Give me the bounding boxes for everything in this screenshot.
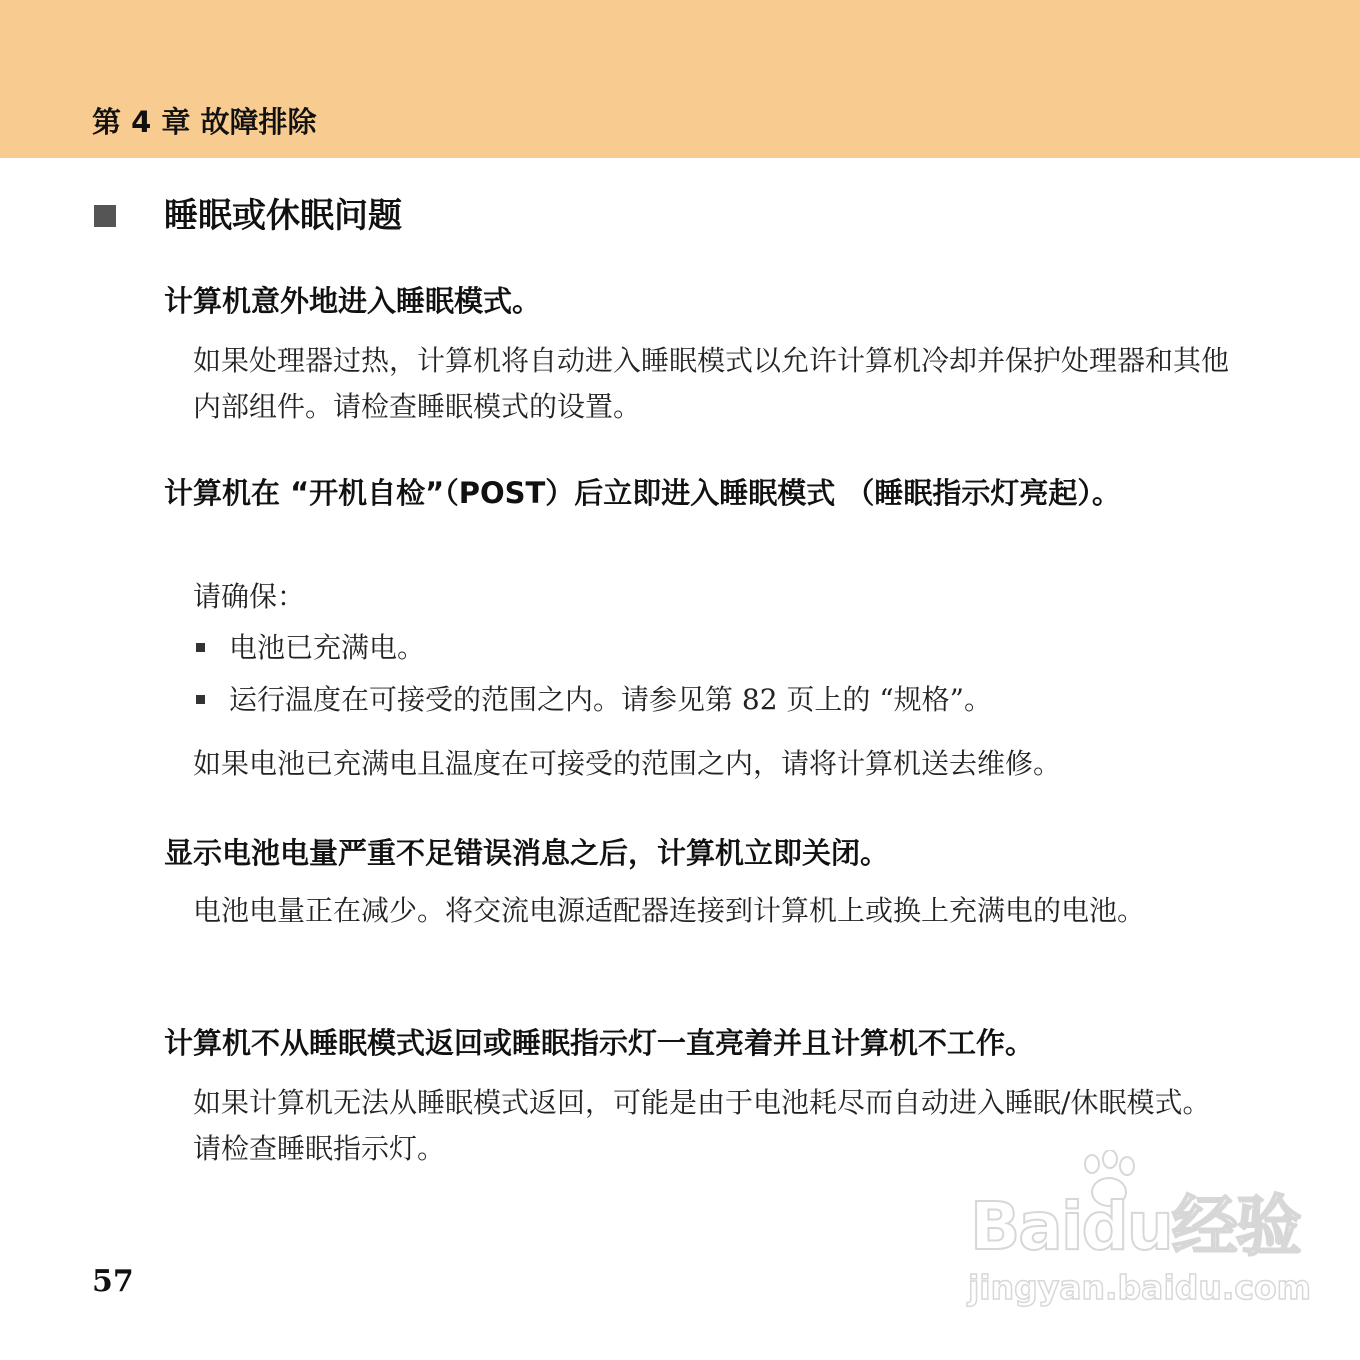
chapter-header-band <box>0 0 1360 158</box>
watermark-logo-text: Baidu经验 <box>970 1188 1300 1265</box>
baidu-watermark <box>962 1150 1312 1320</box>
topic-paragraph: 电池电量正在减少。将交流电源适配器连接到计算机上或换上充满电的电池。 <box>193 894 1146 927</box>
list-item-text: 运行温度在可接受的范围之内。请参见第 82 页上的 “规格”。 <box>229 683 992 716</box>
topic-heading: 显示电池电量严重不足错误消息之后，计算机立即关闭。 <box>164 836 890 870</box>
section-title: 睡眠或休眠问题 <box>164 196 402 236</box>
section-header <box>92 193 1272 239</box>
topic-heading: 计算机在 “开机自检”（POST）后立即进入睡眠模式 （睡眠指示灯亮起）。 <box>164 476 1121 510</box>
list-item-text: 电池已充满电。 <box>229 631 426 664</box>
topic-paragraph: 如果电池已充满电且温度在可接受的范围之内，请将计算机送去维修。 <box>193 747 1062 780</box>
topic-paragraph: 如果计算机无法从睡眠模式返回，可能是由于电池耗尽而自动进入睡眠/休眠模式。请检查睡眠指示灯。 <box>193 1086 1211 1165</box>
topic-paragraph: 如果处理器过热，计算机将自动进入睡眠模式以允许计算机冷却并保护处理器和其他内部组件。请检查睡眠模式的设置。 <box>193 344 1230 423</box>
small-square-bullet-icon <box>196 643 205 652</box>
page-number: 57 <box>92 1264 134 1299</box>
topic-heading: 计算机意外地进入睡眠模式。 <box>164 284 542 318</box>
topic-intro: 请确保： <box>193 580 306 613</box>
watermark-url: jingyan.baidu.com <box>968 1268 1312 1307</box>
list-item <box>193 628 1233 668</box>
small-square-bullet-icon <box>196 695 205 704</box>
list-item <box>193 680 1233 720</box>
square-bullet-icon <box>94 205 116 227</box>
topic-heading: 计算机不从睡眠模式返回或睡眠指示灯一直亮着并且计算机不工作。 <box>164 1026 1035 1060</box>
chapter-title: 第 4 章 故障排除 <box>92 105 317 139</box>
